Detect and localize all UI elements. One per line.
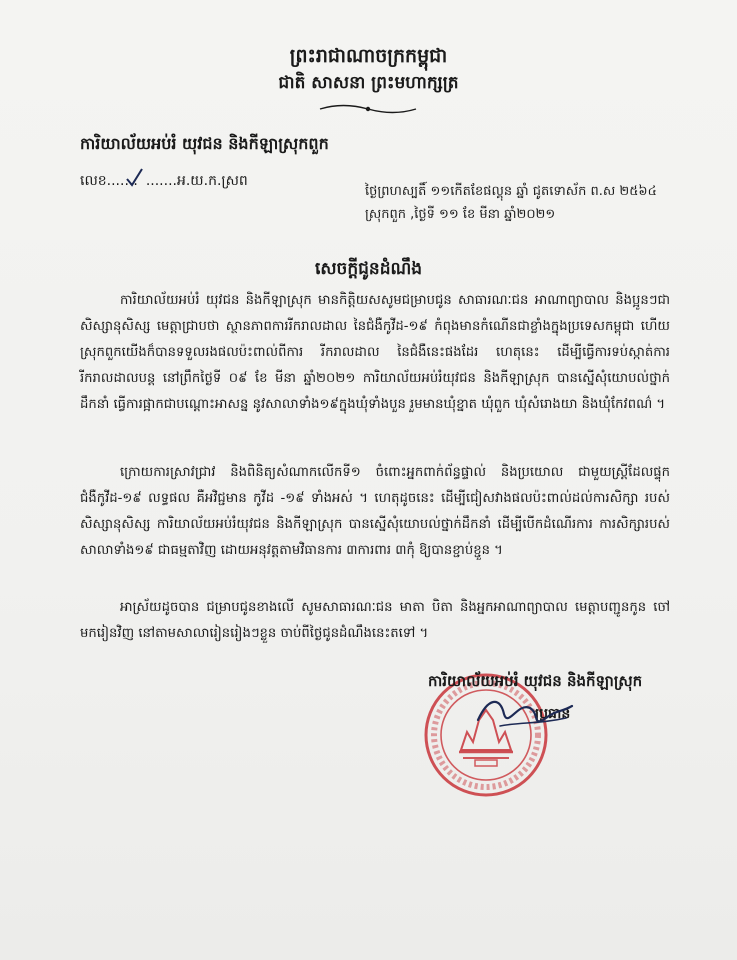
reference-suffix: .......អ.យ.ក.ស្រព bbox=[145, 173, 248, 189]
reference-number bbox=[80, 163, 248, 192]
lunar-date: ថ្ងៃព្រហស្បតិ៍ ១១កើតខែផល្គុន ឆ្នាំ ជូតទោស័ក ព.ស ២៥៦៤ bbox=[365, 184, 657, 199]
reference-prefix: លេខ....... bbox=[80, 173, 138, 189]
heading-ornament bbox=[318, 102, 418, 116]
signer-office: ការិយាល័យអប់រំ យុវជន និងកីឡាស្រុក bbox=[428, 672, 643, 690]
body-paragraph-2: ក្រោយការស្រាវជ្រាវ និងពិនិត្យសំណាកលើកទី១ ចំពោះអ្នកពាក់ព័ន្ធផ្ទាល់ និងប្រយោល ជាមួយស្ត្រីដែលផ្ទុកជំងឺកូវីដ-១៩ លទ្ធផល គឺអវិជ្ជមាន កូវីដ -១៩ ទាំងអស់ ។ ហេតុដូចនេះ ដើម្បីជៀសវាងផលប៉ះពាល់ដល់ការសិក្សា របស់សិស្សានុសិស្ស ការិយាល័យអប់រំយុវជន និងកីឡាស្រុក បានស្នើសុំយោបល់ថ្នាក់ដឹកនាំ ដើម្បីបើកដំណើរការ ការសិក្សារបស់សាលាទាំង១៩ ជាធម្មតាវិញ ដោយអនុវត្តតាមវិធានការ ៣ការពារ ៣កុំ ឱ្យបានខ្ជាប់ខ្ជួន ។ bbox=[80, 465, 670, 558]
handwritten-signature bbox=[470, 688, 580, 738]
body-paragraph-3: អាស្រ័យដូចបាន ជម្រាបជូនខាងលើ សូមសាធារណៈជន មាតា បិតា និងអ្នកអាណាព្យាបាល មេត្តាបញ្ជូនកូន ចៅ មករៀនវិញ នៅតាមសាលារៀនរៀងៗខ្លួន ចាប់ពីថ្ងៃជូនដំណឹងនេះតទៅ ។ bbox=[80, 600, 670, 641]
kingdom-heading: ព្រះរាជាណាចក្រកម្ពុជា bbox=[289, 45, 448, 67]
sender-office: ការិយាល័យអប់រំ យុវជន និងកីឡាស្រុកពួក bbox=[80, 134, 329, 153]
document-title: សេចក្ដីជូនដំណឹង bbox=[314, 259, 423, 279]
reference-handwritten-mark bbox=[124, 167, 146, 189]
body-paragraph-1: ការិយាល័យអប់រំ យុវជន និងកីឡាស្រុក មានកិត្តិយសសូមជម្រាបជូន សាធារណៈជន អាណាព្យាបាល និងប្អូនៗជាសិស្សានុសិស្ស មេត្តាជ្រាបថា ស្ថានភាពការរីករាលដាល នៃជំងឺកូវីដ-១៩ កំពុងមានកំណើនជាខ្លាំងក្នុងប្រទេសកម្ពុជា ហើយស្រុកពួកយើងក៏បានទទួលរងផលប៉ះពាល់ពីការ រីករាលដាល នៃជំងឺនេះផងដែរ ហេតុនេះ ដើម្បីធ្វើការទប់ស្កាត់ការរីករាលដាលបន្ត នៅព្រឹកថ្ងៃទី ០៩ ខែ មីនា ឆ្នាំ២០២១ ការិយាល័យអប់រំយុវជន និងកីឡាស្រុក បានស្នើសុំយោបល់ថ្នាក់ដឹកនាំ ធ្វើការផ្អាកជាបណ្ដោះអាសន្ន នូវសាលាទាំង១៩ក្នុងឃុំទាំងបួន រួមមានឃុំខ្នាត ឃុំពួក ឃុំសំរោងយា និងឃុំកែវពណ៌ ។ bbox=[80, 293, 670, 412]
solar-date: ស្រុកពួក ,ថ្ងៃទី ១១ ខែ មីនា ឆ្នាំ២០២១ bbox=[365, 207, 556, 222]
signer-position: ប្រធាន bbox=[535, 706, 571, 722]
national-motto: ជាតិ សាសនា ព្រះមហាក្សត្រ bbox=[278, 73, 459, 93]
